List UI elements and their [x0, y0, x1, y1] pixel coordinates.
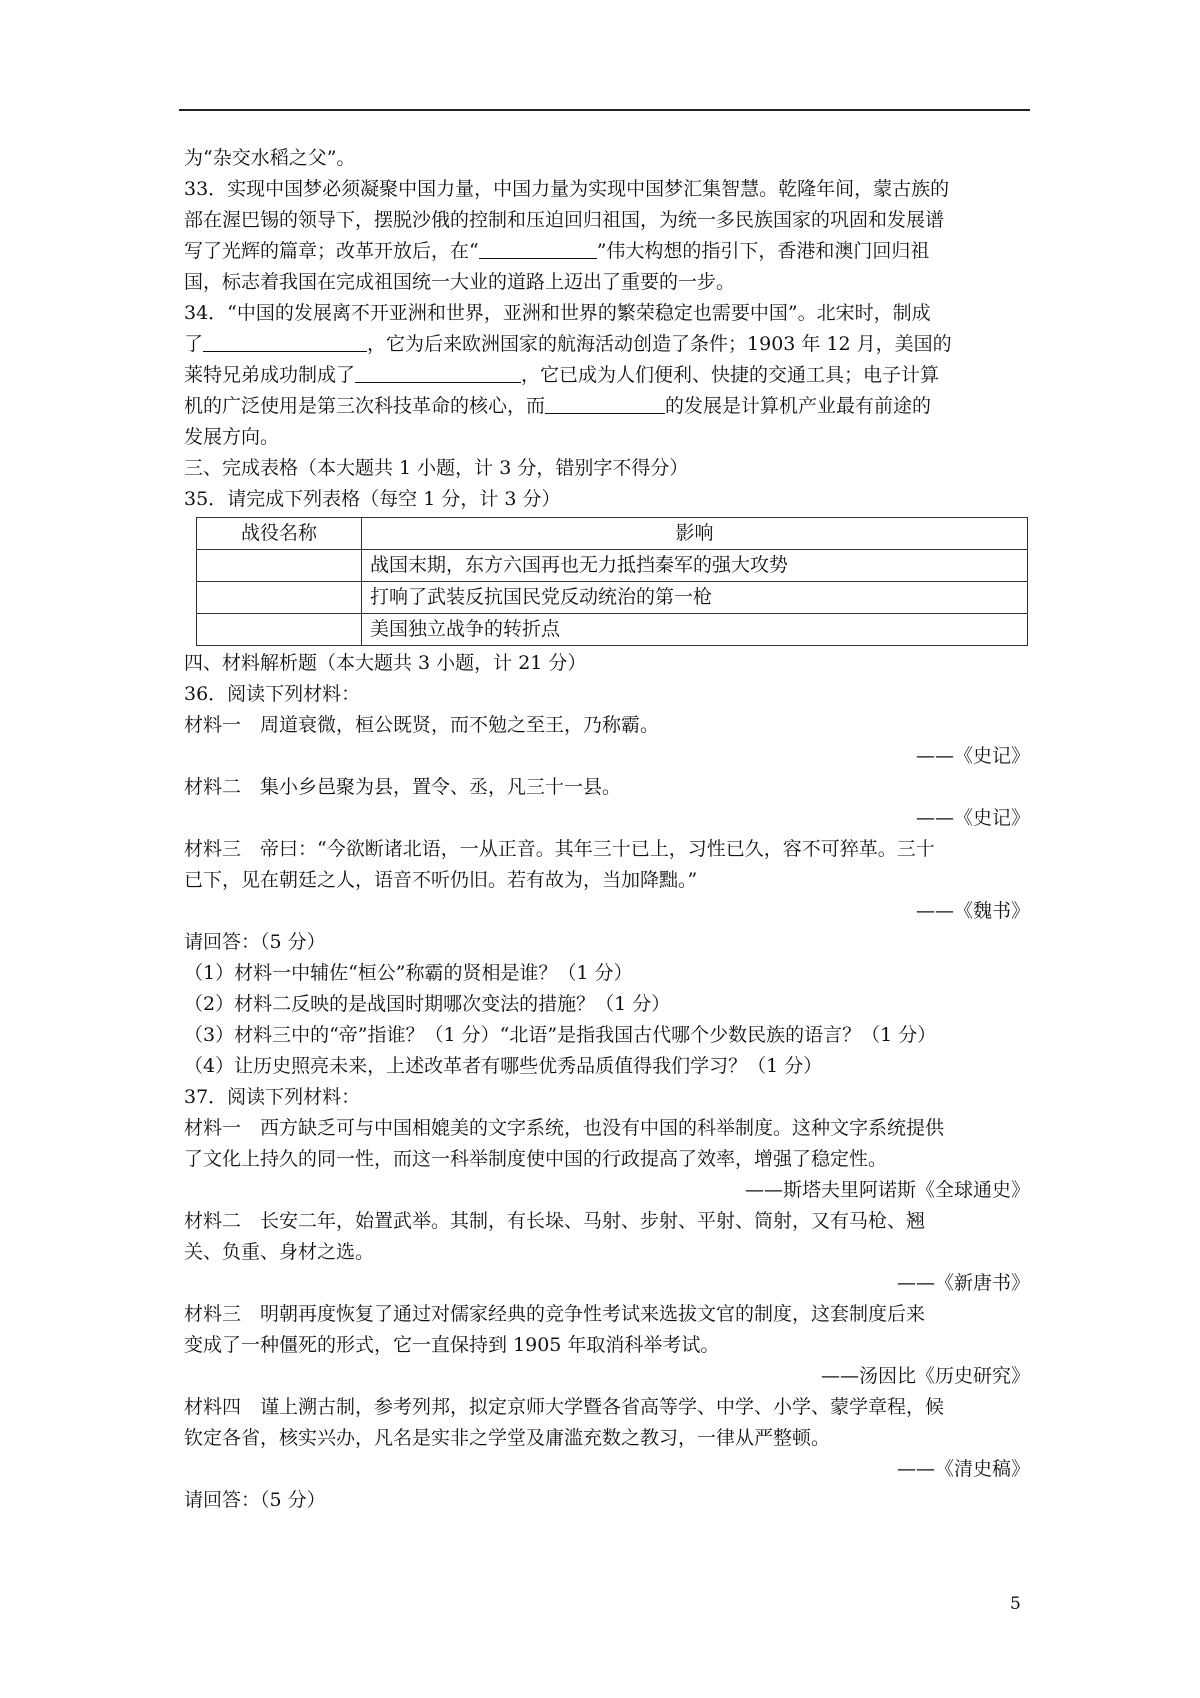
answer-blank[interactable] [479, 238, 597, 259]
answer-blank[interactable] [545, 393, 665, 414]
material-text: 材料三 帝曰：“今欲断诸北语，一从正音。其年三十已上，习性已久，容不可猝革。三十 [184, 838, 935, 860]
question-33-line-4: 国，标志着我国在完成祖国统一大业的道路上迈出了重要的一步。 [184, 271, 736, 293]
text-segment: 了 [184, 333, 204, 355]
table-header-cell: 战役名称 [197, 518, 362, 550]
question-34-line-5: 发展方向。 [184, 426, 280, 448]
question-35-prompt: 35．请完成下列表格（每空 1 分，计 3 分） [184, 488, 561, 510]
text-line: 为“杂交水稻之父”。 [184, 147, 356, 169]
text-segment: 机的广泛使用是第三次科技革命的核心，而 [184, 395, 546, 417]
material-text: 已下，见在朝廷之人，语音不听仍旧。若有故为，当加降黜。” [184, 869, 698, 891]
question-33-line-2: 部在渥巴锡的领导下，摆脱沙俄的控制和压迫回归祖国，为统一多民族国家的巩固和发展谱 [184, 209, 945, 231]
text-segment: ，它已成为人们便利、快捷的交通工具；电子计算 [521, 364, 940, 386]
source-citation: ——汤因比《历史研究》 [820, 1365, 1030, 1387]
question-34-line-3 [184, 360, 1030, 391]
text-segment: 莱特兄弟成功制成了 [184, 364, 356, 386]
answer-cell[interactable] [197, 614, 362, 646]
source-citation: ——《魏书》 [915, 900, 1030, 922]
page-number: 5 [1010, 1594, 1021, 1614]
sub-question: （1）材料一中辅佐“桓公”称霸的贤相是谁？（1 分） [184, 962, 633, 984]
section-3-heading: 三、完成表格（本大题共 1 小题，计 3 分，错别字不得分） [184, 457, 689, 479]
material-text: 变成了一种僵死的形式，它一直保持到 1905 年取消科举考试。 [184, 1334, 720, 1356]
material-text: 了文化上持久的同一性，而这一科举制度使中国的行政提高了效率，增强了稳定性。 [184, 1148, 888, 1170]
table-cell: 打响了武装反抗国民党反动统治的第一枪 [362, 582, 1028, 614]
material-text: 材料四 谨上溯古制，参考列邦，拟定京师大学暨各省高等学、中学、小学、蒙学章程，候 [184, 1396, 945, 1418]
text-segment: ，它为后来欧洲国家的航海活动创造了条件；1903 年 12 月，美国的 [367, 333, 952, 355]
source-citation: ——斯塔夫里阿诺斯《全球通史》 [744, 1179, 1030, 1201]
sub-question: （3）材料三中的“帝”指谁？（1 分）“北语”是指我国古代哪个少数民族的语言？（1 分） [184, 1024, 937, 1046]
answer-blank[interactable] [203, 331, 367, 352]
question-34-line-1: 34．“中国的发展离不开亚洲和世界，亚洲和世界的繁荣稳定也需要中国”。北宋时，制成 [184, 302, 931, 324]
question-37-prompt: 37．阅读下列材料： [184, 1086, 361, 1108]
question-33-line-1: 33．实现中国梦必须凝聚中国力量，中国力量为实现中国梦汇集智慧。乾隆年间，蒙古族的 [184, 178, 950, 200]
text-segment: 的发展是计算机产业最有前途的 [665, 395, 932, 417]
sub-question: （2）材料二反映的是战国时期哪次变法的措施？（1 分） [184, 993, 671, 1015]
table-header-cell: 影响 [362, 518, 1028, 550]
material-text: 材料二 集小乡邑聚为县，置令、丞，凡三十一县。 [184, 776, 622, 798]
answer-cell[interactable] [197, 582, 362, 614]
sub-question: （4）让历史照亮未来，上述改革者有哪些优秀品质值得我们学习？（1 分） [184, 1055, 823, 1077]
source-citation: ——《史记》 [915, 807, 1030, 829]
answer-prompt: 请回答：（5 分） [184, 931, 326, 953]
answer-prompt: 请回答：（5 分） [184, 1489, 326, 1511]
source-citation: ——《史记》 [915, 745, 1030, 767]
question-34-line-2 [184, 329, 1030, 360]
header-rule [179, 109, 1030, 111]
question-33-line-3 [184, 236, 1030, 267]
answer-cell[interactable] [197, 550, 362, 582]
material-text: 钦定各省，核实兴办，凡名是实非之学堂及庸滥充数之教习，一律从严整顿。 [184, 1427, 831, 1449]
material-text: 材料一 周道衰微，桓公既贤，而不勉之至王，乃称霸。 [184, 714, 660, 736]
table-row [197, 614, 1028, 646]
table-cell: 战国末期，东方六国再也无力抵挡秦军的强大攻势 [362, 550, 1028, 582]
material-text: 关、负重、身材之选。 [184, 1241, 375, 1263]
source-citation: ——《新唐书》 [896, 1272, 1030, 1294]
text-segment: 写了光辉的篇章；改革开放后，在“ [184, 240, 479, 262]
material-text: 材料三 明朝再度恢复了通过对儒家经典的竞争性考试来选拔文官的制度，这套制度后来 [184, 1303, 926, 1325]
battle-table [196, 517, 1028, 646]
table-header-row [197, 518, 1028, 550]
material-text: 材料一 西方缺乏可与中国相媲美的文字系统，也没有中国的科举制度。这种文字系统提供 [184, 1117, 945, 1139]
table-row [197, 582, 1028, 614]
question-34-line-4 [184, 391, 1030, 422]
material-text: 材料二 长安二年，始置武举。其制，有长垛、马射、步射、平射、筒射，又有马枪、翘 [184, 1210, 926, 1232]
table-cell: 美国独立战争的转折点 [362, 614, 1028, 646]
table-row [197, 550, 1028, 582]
section-4-heading: 四、材料解析题（本大题共 3 小题，计 21 分） [184, 652, 587, 674]
text-segment: ”伟大构想的指引下，香港和澳门回归祖 [596, 240, 930, 262]
question-36-prompt: 36．阅读下列材料： [184, 683, 361, 705]
document-body [184, 143, 1030, 1516]
answer-blank[interactable] [355, 362, 521, 383]
source-citation: ——《清史稿》 [896, 1458, 1030, 1480]
